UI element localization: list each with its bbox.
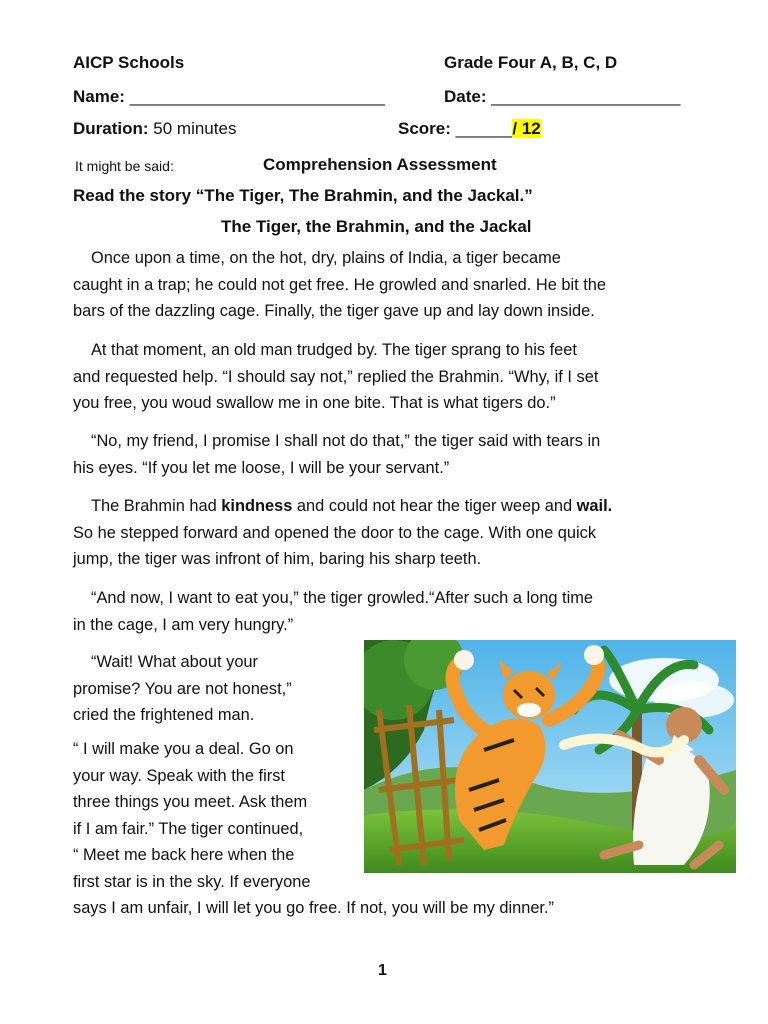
score-total: / 12 — [512, 119, 541, 138]
prompt-note: It might be said: — [75, 158, 174, 174]
school-name: AICP Schools — [73, 53, 185, 72]
score-blank: ______ — [455, 119, 513, 138]
grade-label: Grade Four A, B, C, D — [444, 53, 618, 72]
duration — [73, 118, 236, 140]
name-blank: ___________________________ — [129, 87, 385, 106]
story-paragraph-2: At that moment, an old man trudged by. The tiger sprang to his feet and requested help. “I should say not,” replied the Brahmin. “Why, if I set you free, you woud swallow me in one bite. That is what tigers do.” — [73, 341, 599, 412]
story-paragraph-1: Once upon a time, on the hot, dry, plains of India, a tiger became caught in a trap; he could not get free. He growled and snarled. He bit the bars of the dazzling cage. Finally, the tiger gave up and lay down inside. — [73, 249, 607, 320]
date-label: Date: — [444, 87, 487, 106]
vocab-kindness: kindness — [221, 497, 293, 515]
score-label: Score: — [398, 119, 451, 138]
instruction: Read the story “The Tiger, The Brahmin, and the Jackal.” — [73, 186, 533, 205]
story-paragraph-5: “And now, I want to eat you,” the tiger growled.“After such a long time in the cage, I am very hungry.” — [73, 589, 593, 634]
date-field[interactable] — [444, 86, 680, 108]
date-blank: ____________________ — [491, 87, 681, 106]
story-paragraph-7: “ I will make you a deal. Go on your way. Speak with the first three things you meet. Ask them if I am fair.” The tiger continued, “ Meet me back here when the first star is in the sky. If everyone says I am unfair, I will let you go free. If not, you will be my dinner.” — [73, 740, 555, 917]
story-paragraph-3: “No, my friend, I promise I shall not do that,” the tiger said with tears in his eyes. “If you let me loose, I will be your servant.” — [73, 432, 601, 477]
score-field[interactable] — [398, 118, 541, 140]
name-field[interactable] — [73, 86, 385, 108]
duration-value: 50 minutes — [153, 119, 237, 138]
story-title: The Tiger, the Brahmin, and the Jackal — [221, 217, 532, 236]
assessment-title: Comprehension Assessment — [263, 155, 497, 174]
story-paragraph-6: “Wait! What about your promise? You are not honest,” cried the frightened man. — [73, 653, 292, 724]
tiger-brahmin-illustration — [364, 640, 736, 873]
page-number: 1 — [378, 962, 387, 979]
name-label: Name: — [73, 87, 125, 106]
duration-label: Duration: — [73, 119, 149, 138]
story-paragraph-4: The Brahmin had kindness and could not hear the tiger weep and wail. So he stepped forward and opened the door to the cage. With one quick jump, the tiger was infront of him, baring his sharp teeth. — [73, 497, 613, 568]
vocab-wail: wail. — [576, 497, 613, 515]
